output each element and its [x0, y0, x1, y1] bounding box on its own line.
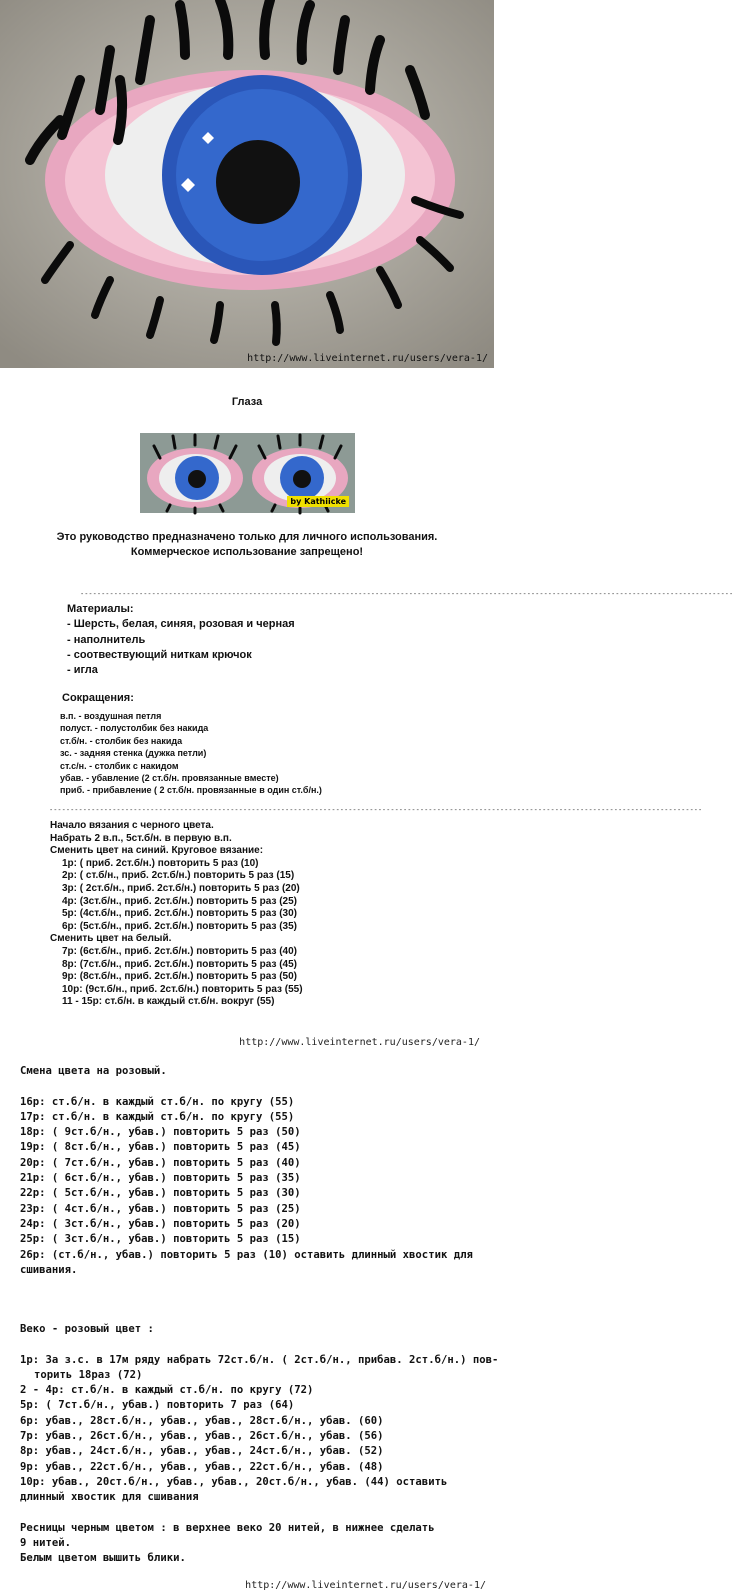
pattern-line: 5р: ( 7ст.б/н., убав.) повторить 7 раз (64) [20, 1399, 295, 1412]
materials-item: - игла [67, 664, 98, 677]
pattern-line: 3р: ( 2ст.б/н., приб. 2ст.б/н.) повторить 5 раз (20) [62, 882, 300, 894]
eye-photo [0, 0, 494, 368]
pattern-line: Белым цветом вышить блики. [20, 1552, 186, 1565]
pattern-line: 26р: (ст.б/н., убав.) повторить 5 раз (10) оставить длинный хвостик для [20, 1248, 473, 1261]
eyes-thumbnail [140, 433, 355, 513]
pattern-line: 8р: (7ст.б/н., приб. 2ст.б/н.) повторить 5 раз (45) [62, 958, 297, 970]
page-title: Глаза [231, 396, 263, 408]
pattern-line: Набрать 2 в.п., 5ст.б/н. в первую в.п. [50, 832, 232, 844]
abbreviations-heading: Сокращения: [62, 692, 134, 704]
eyelid-pattern [20, 1322, 498, 1567]
pattern-line: 16р: ст.б/н. в каждый ст.б/н. по кругу (55) [20, 1095, 295, 1108]
pattern-line: Сменить цвет на синий. Круговое вязание: [50, 845, 264, 857]
materials-item: - Шерсть, белая, синяя, розовая и черная [67, 618, 295, 631]
pattern-line: Начало вязания с черного цвета. [50, 820, 214, 831]
materials-list [67, 602, 295, 678]
pattern-line: 9р: (8ст.б/н., приб. 2ст.б/н.) повторить 5 раз (50) [62, 971, 297, 983]
divider: ----------------------------------------------------------------------------------------------------------------------------------------------------------- [49, 806, 703, 814]
pattern-line: 6р: (5ст.б/н., приб. 2ст.б/н.) повторить 5 раз (35) [62, 920, 297, 932]
abbreviation: убав. - убавление (2 ст.б/н. провязанные вместе) [60, 773, 279, 784]
pattern-line: 4р: (3ст.б/н., приб. 2ст.б/н.) повторить 5 раз (25) [62, 895, 297, 907]
pattern-line: 2 - 4р: ст.б/н. в каждый ст.б/н. по кругу (72) [20, 1384, 314, 1397]
pattern-line: 19р: ( 8ст.б/н., убав.) повторить 5 раз (45) [20, 1141, 301, 1154]
abbreviation: зс. - задняя стенка (дужка петли) [60, 748, 207, 759]
pattern-line: 2р: ( ст.б/н., приб. 2ст.б/н.) повторить 5 раз (15) [62, 870, 295, 882]
usage-notice [0, 530, 494, 560]
abbreviation: в.п. - воздушная петля [60, 711, 162, 721]
pattern-line: 10р: (9ст.б/н., приб. 2ст.б/н.) повторить 5 раз (55) [62, 983, 303, 995]
watermark-url: http://www.liveinternet.ru/users/vera-1/ [245, 1580, 486, 1591]
materials-item: - соотвествующий ниткам крючок [67, 648, 252, 661]
abbreviations-list [60, 710, 322, 797]
notice-line: Это руководство предназначено только для личного использования. [56, 531, 438, 543]
pattern-line: 9р: убав., 22ст.б/н., убав., убав., 22ст.б/н., убав. (48) [20, 1460, 384, 1473]
pattern-line [20, 1079, 473, 1094]
pattern-line: 17р: ст.б/н. в каждый ст.б/н. по кругу (55) [20, 1110, 295, 1123]
pattern-line [20, 1337, 498, 1352]
pattern-line: 10р: убав., 20ст.б/н., убав., убав., 20ст.б/н., убав. (44) оставить [20, 1475, 448, 1488]
materials-heading: Материалы: [67, 603, 134, 615]
pattern-line: 11 - 15р: ст.б/н. в каждый ст.б/н. вокруг (55) [62, 996, 275, 1008]
pattern-line: Смена цвета на розовый. [20, 1065, 167, 1077]
pattern-line [20, 1506, 498, 1521]
pattern-part-2 [20, 1064, 473, 1278]
pattern-line: 7р: (6ст.б/н., приб. 2ст.б/н.) повторить 5 раз (40) [62, 945, 297, 957]
pattern-line: длинный хвостик для сшивания [20, 1491, 199, 1504]
pattern-line: 21р: ( 6ст.б/н., убав.) повторить 5 раз (35) [20, 1172, 301, 1185]
divider: ----------------------------------------------------------------------------------------------------------------------------------------------------------- [80, 590, 733, 598]
pattern-line: Ресницы черным цветом : в верхнее веко 20 нитей, в нижнее сделать [20, 1521, 435, 1534]
pattern-line: 5р: (4ст.б/н., приб. 2ст.б/н.) повторить 5 раз (30) [62, 908, 297, 920]
pattern-line: 8р: убав., 24ст.б/н., убав., убав., 24ст.б/н., убав. (52) [20, 1445, 384, 1458]
watermark-url: http://www.liveinternet.ru/users/vera-1/ [247, 353, 488, 364]
pattern-line: Сменить цвет на белый. [50, 933, 172, 945]
materials-item: - наполнитель [67, 633, 146, 646]
abbreviation: ст.б/н. - столбик без накида [60, 735, 183, 746]
notice-line: Коммерческое использование запрещено! [130, 546, 364, 558]
watermark-url: http://www.liveinternet.ru/users/vera-1/ [239, 1037, 480, 1048]
pattern-line: 20р: ( 7ст.б/н., убав.) повторить 5 раз (40) [20, 1156, 301, 1169]
pattern-line: 7р: убав., 26ст.б/н., убав., убав., 26ст.б/н., убав. (56) [20, 1430, 384, 1443]
pattern-line: 22р: ( 5ст.б/н., убав.) повторить 5 раз (30) [20, 1187, 301, 1200]
pattern-line: 23р: ( 4ст.б/н., убав.) повторить 5 раз (25) [20, 1202, 301, 1215]
thumbnail-caption: by Kathiicke [287, 496, 349, 507]
pattern-line: 25р: ( 3ст.б/н., убав.) повторить 5 раз (15) [20, 1233, 301, 1246]
pattern-line: 24р: ( 3ст.б/н., убав.) повторить 5 раз (20) [20, 1217, 301, 1230]
pattern-line: 1р: За з.с. в 17м ряду набрать 72ст.б/н. ( 2ст.б/н., прибав. 2ст.б/н.) пов- [20, 1353, 499, 1366]
abbreviation: полуст. - полустолбик без накида [60, 723, 209, 734]
abbreviation: ст.с/н. - столбик с накидом [60, 760, 179, 771]
pattern-line: торить 18раз (72) [34, 1368, 143, 1381]
pattern-line: Веко - розовый цвет : [20, 1323, 154, 1335]
pattern-part-1 [50, 820, 303, 1009]
pattern-line: 9 нитей. [20, 1537, 72, 1550]
pattern-line: сшивания. [20, 1263, 78, 1276]
pattern-line: 6р: убав., 28ст.б/н., убав., убав., 28ст.б/н., убав. (60) [20, 1414, 384, 1427]
abbreviation: приб. - прибавление ( 2 ст.б/н. провязанные в один ст.б/н.) [60, 785, 322, 796]
pattern-line: 18р: ( 9ст.б/н., убав.) повторить 5 раз (50) [20, 1126, 301, 1139]
pattern-line: 1р: ( приб. 2ст.б/н.) повторить 5 раз (10) [62, 857, 259, 869]
